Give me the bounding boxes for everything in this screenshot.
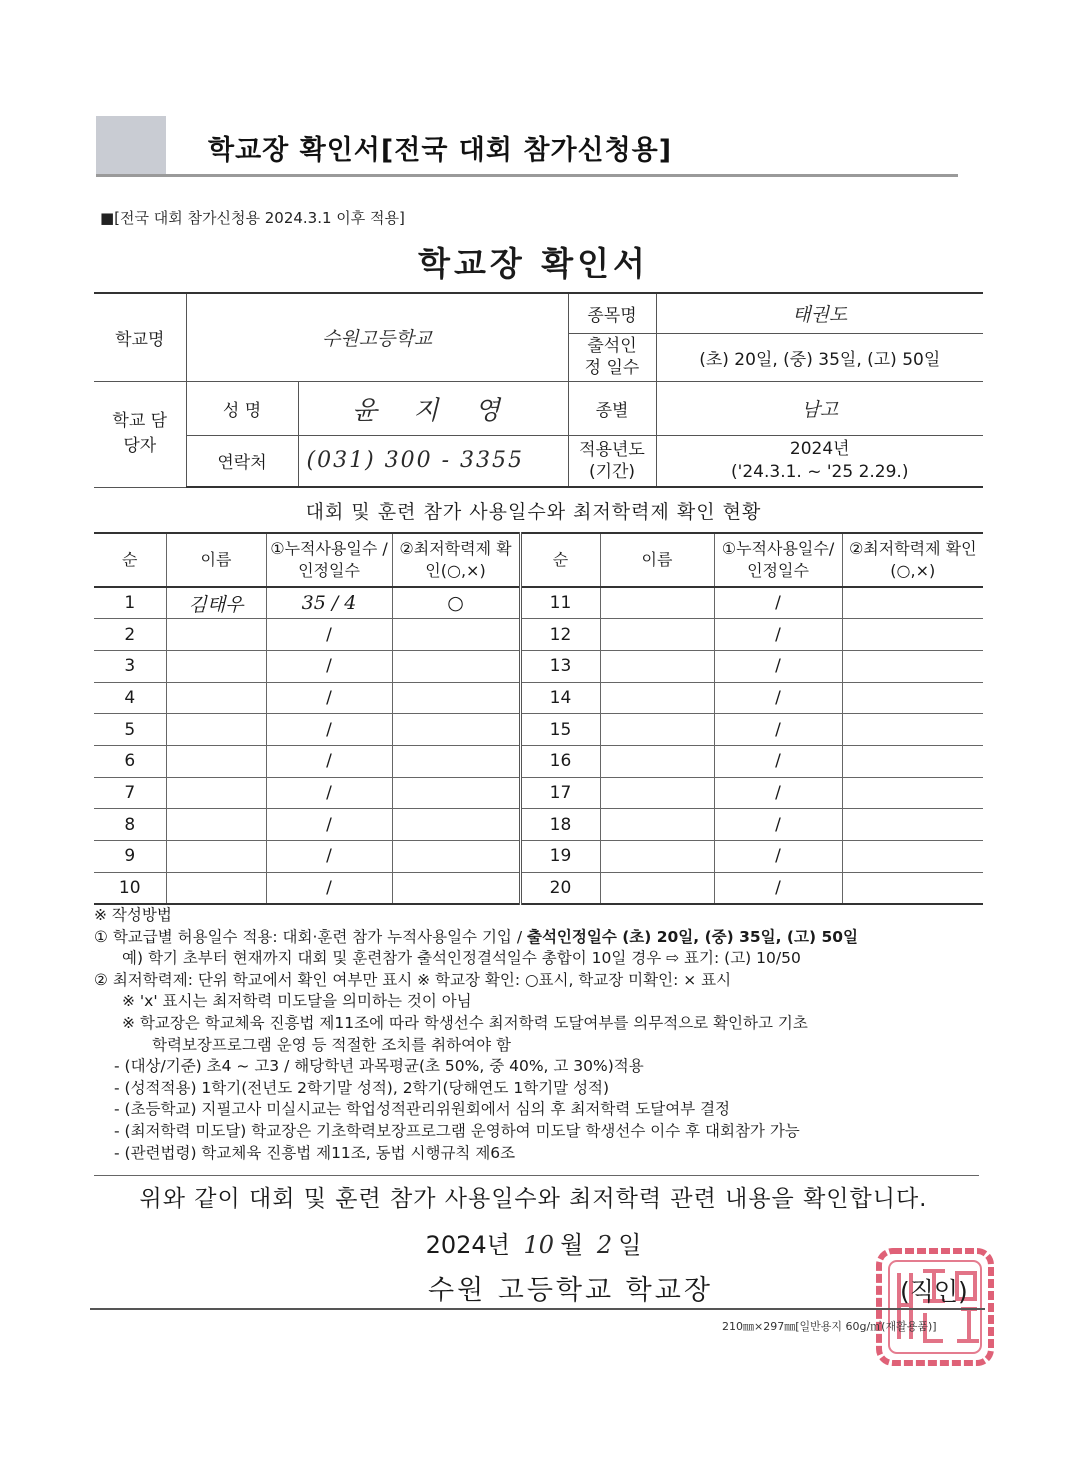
row-name-right [600, 619, 714, 651]
date-day-unit: 일 [618, 1231, 642, 1259]
notes-item-1-text: ① 학교급별 허용일수 적용: 대회·훈련 참가 누적사용일수 기입 / [94, 927, 527, 946]
row-name-right [600, 809, 714, 841]
row-name [166, 714, 266, 746]
date-year: 2024년 [425, 1231, 510, 1259]
sport-label: 종목명 [568, 293, 656, 333]
row-days: / [266, 809, 392, 841]
row-check [392, 872, 520, 904]
applicability-note: ■[전국 대회 참가신청용 2024.3.1 이후 적용] [100, 209, 405, 227]
row-days: 35 / 4 [266, 587, 392, 619]
row-no-right: 11 [520, 587, 600, 619]
table-row [94, 745, 983, 777]
header-underline [96, 174, 958, 177]
row-days-right: / [714, 619, 842, 651]
row-name [166, 777, 266, 809]
row-days: / [266, 872, 392, 904]
row-days-right: / [714, 682, 842, 714]
row-name-right [600, 587, 714, 619]
row-check-right [842, 777, 983, 809]
row-days-right: / [714, 841, 842, 873]
row-name [166, 682, 266, 714]
notes-bullet: - (최저학력 미도달) 학교장은 기초학력보장프로그램 운영하여 미도달 학생선수 이수 후 대회참가 가능 [114, 1121, 800, 1140]
row-days-right: / [714, 872, 842, 904]
document-header [96, 116, 958, 176]
row-check-right [842, 619, 983, 651]
date-day: 2 [596, 1231, 613, 1259]
table-row [94, 587, 983, 619]
row-no-right: 12 [520, 619, 600, 651]
gender-label: 종별 [568, 381, 656, 435]
notes-item-1 [94, 927, 994, 949]
table-row [94, 809, 983, 841]
period-value: ('24.3.1. ~ '25 2.29.) [731, 461, 909, 482]
row-no: 3 [94, 650, 166, 682]
school-value: 수원고등학교 [186, 293, 568, 381]
row-check-right [842, 809, 983, 841]
row-no-right: 18 [520, 809, 600, 841]
name-value: 윤 지 영 [298, 381, 568, 435]
col-check: ②최저학력제 확인(○,×) [392, 533, 520, 587]
row-name [166, 872, 266, 904]
col-no: 순 [94, 533, 166, 587]
seal-label: (직인) [900, 1277, 968, 1306]
table-row [94, 872, 983, 904]
row-check [392, 809, 520, 841]
row-days: / [266, 714, 392, 746]
row-days-right: / [714, 777, 842, 809]
manager-label: 학교 담당자 [94, 381, 186, 487]
info-table [94, 292, 983, 488]
row-name [166, 619, 266, 651]
row-check-right [842, 745, 983, 777]
notes-bullet: - (대상/기준) 초4 ~ 고3 / 해당학년 과목평균(초 50%, 중 40%, 고 30%)적용 [114, 1057, 644, 1076]
row-no: 5 [94, 714, 166, 746]
gender-value: 남고 [656, 381, 983, 435]
col-days-right: ①누적사용일수/ 인정일수 [714, 533, 842, 587]
row-check [392, 619, 520, 651]
row-name [166, 841, 266, 873]
notes-bullet: - (초등학교) 지필고사 미실시교는 학업성적관리위원회에서 심의 후 최저학력 도달여부 결정 [114, 1100, 731, 1119]
row-check-right [842, 714, 983, 746]
row-name [166, 809, 266, 841]
col-no-right: 순 [520, 533, 600, 587]
row-no: 7 [94, 777, 166, 809]
row-no: 1 [94, 587, 166, 619]
row-no: 9 [94, 841, 166, 873]
name-label: 성 명 [186, 381, 298, 435]
row-no: 4 [94, 682, 166, 714]
row-days-right: / [714, 587, 842, 619]
row-no: 8 [94, 809, 166, 841]
row-days: / [266, 682, 392, 714]
row-name [166, 650, 266, 682]
table-row [94, 619, 983, 651]
notes-bullet: - (성적적용) 1학기(전년도 2학기말 성적), 2학기(당해연도 1학기말 성적) [114, 1078, 610, 1097]
notes-bullet: - (관련법령) 학교체육 진흥법 제11조, 동법 시행규칙 제6조 [114, 1143, 516, 1162]
row-days: / [266, 619, 392, 651]
notes-item-2-note-1: ※ 'x' 표시는 최저학력 미도달을 의미하는 것이 아님 [122, 992, 472, 1011]
row-no: 6 [94, 745, 166, 777]
row-check [392, 650, 520, 682]
contact-value: (031) 300 - 3355 [298, 435, 568, 487]
row-days-right: / [714, 650, 842, 682]
col-name: 이름 [166, 533, 266, 587]
notes-item-2-note-2b: 학력보장프로그램 운영 등 적절한 조치를 취하여야 함 [152, 1035, 511, 1054]
paper-spec: 210㎜×297㎜[일반용지 60g/㎡(재활용품)] [722, 1320, 937, 1333]
table-row [94, 682, 983, 714]
col-name-right: 이름 [600, 533, 714, 587]
row-check [392, 777, 520, 809]
row-no-right: 16 [520, 745, 600, 777]
table-row [94, 777, 983, 809]
row-no-right: 17 [520, 777, 600, 809]
row-no-right: 14 [520, 682, 600, 714]
date-month-unit: 월 [560, 1231, 584, 1259]
bottom-divider [90, 1308, 985, 1310]
section-title: 대회 및 훈련 참가 사용일수와 최저학력제 확인 현황 [305, 501, 762, 523]
row-name-right [600, 745, 714, 777]
row-days-right: / [714, 745, 842, 777]
writing-instructions [94, 905, 994, 1164]
notes-item-2: ② 최저학력제: 단위 학교에서 확인 여부만 표시 ※ 학교장 확인: ○표시, 학교장 미확인: × 표시 [94, 970, 732, 989]
table-row [94, 714, 983, 746]
row-name-right [600, 777, 714, 809]
main-title: 학교장 확인서 [418, 244, 649, 283]
year-cell [656, 435, 983, 487]
row-name: 김태우 [166, 587, 266, 619]
year-value: 2024년 [789, 438, 850, 459]
col-days: ①누적사용일수 /인정일수 [266, 533, 392, 587]
row-check-right [842, 587, 983, 619]
col-check-right: ②최저학력제 확인(○,×) [842, 533, 983, 587]
table-row [94, 841, 983, 873]
row-name-right [600, 714, 714, 746]
attendance-label: 출석인정 일수 [568, 333, 656, 381]
row-check-right [842, 650, 983, 682]
row-name [166, 745, 266, 777]
row-check [392, 745, 520, 777]
row-check [392, 682, 520, 714]
confirmation-statement: 위와 같이 대회 및 훈련 참가 사용일수와 최저학력 관련 내용을 확인합니다. [139, 1186, 928, 1212]
principal-title: 수원 고등학교 학교장 [428, 1275, 713, 1306]
row-days-right: / [714, 809, 842, 841]
row-days: / [266, 841, 392, 873]
contact-label: 연락처 [186, 435, 298, 487]
row-days: / [266, 650, 392, 682]
row-name-right [600, 682, 714, 714]
notes-item-1-bold: 출석인정일수 (초) 20일, (중) 35일, (고) 50일 [526, 927, 859, 946]
date-month: 10 [523, 1231, 555, 1259]
row-check [392, 714, 520, 746]
header-gray-block [96, 116, 166, 174]
row-name-right [600, 841, 714, 873]
notes-divider [94, 1175, 979, 1176]
row-days: / [266, 777, 392, 809]
row-no: 10 [94, 872, 166, 904]
row-check [392, 841, 520, 873]
table-header-row [94, 533, 983, 587]
year-label: 적용년도 (기간) [568, 435, 656, 487]
school-label: 학교명 [94, 293, 186, 381]
row-days-right: / [714, 714, 842, 746]
row-check-right [842, 872, 983, 904]
table-row [94, 650, 983, 682]
row-no-right: 13 [520, 650, 600, 682]
notes-heading: ※ 작성방법 [94, 906, 172, 924]
row-days: / [266, 745, 392, 777]
row-no-right: 19 [520, 841, 600, 873]
participant-table [94, 532, 983, 905]
row-check-right [842, 841, 983, 873]
row-name-right [600, 650, 714, 682]
sport-value: 태권도 [656, 293, 983, 333]
row-no-right: 20 [520, 872, 600, 904]
notes-item-1-example: 예) 학기 초부터 현재까지 대회 및 훈련참가 출석인정결석일수 총합이 10일 경우 ⇨ 표기: (고) 10/50 [122, 949, 801, 968]
row-check: ○ [392, 587, 520, 619]
row-no: 2 [94, 619, 166, 651]
row-no-right: 15 [520, 714, 600, 746]
notes-item-2-note-2: ※ 학교장은 학교체육 진흥법 제11조에 따라 학생선수 최저학력 도달여부를 의무적으로 확인하고 기초 [122, 1013, 808, 1032]
header-title: 학교장 확인서[전국 대회 참가신청용] [208, 135, 673, 166]
row-name-right [600, 872, 714, 904]
row-check-right [842, 682, 983, 714]
attendance-value: (초) 20일, (중) 35일, (고) 50일 [656, 333, 983, 381]
